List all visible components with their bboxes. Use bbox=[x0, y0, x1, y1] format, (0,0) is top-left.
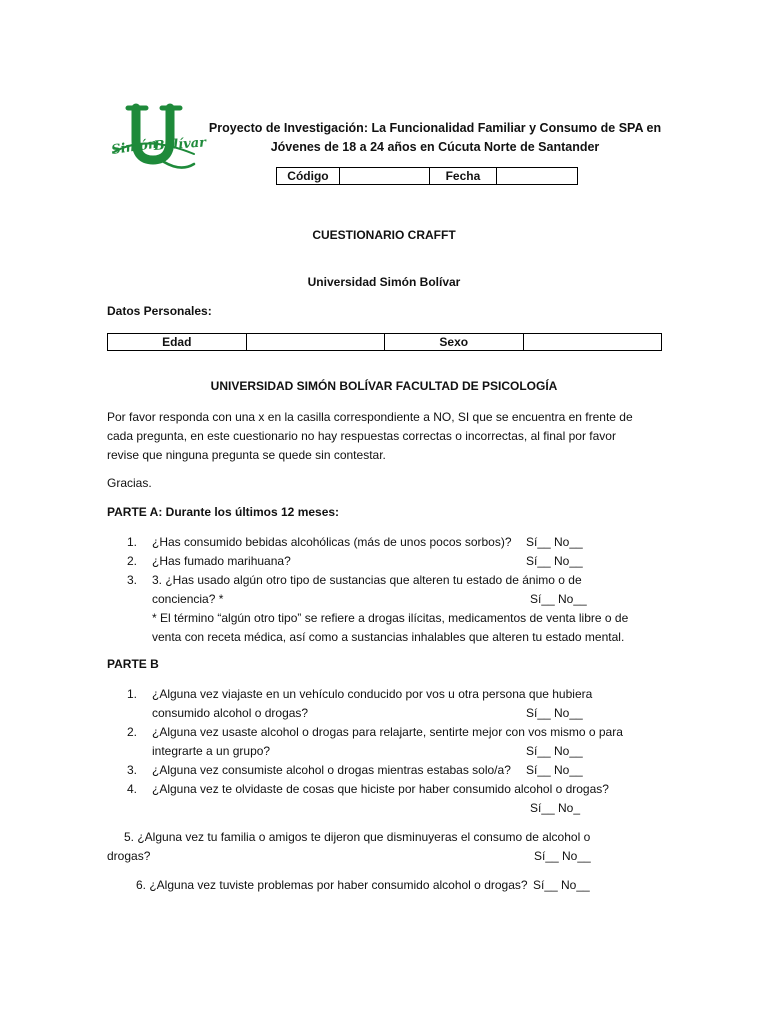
personal-data-label: Datos Personales: bbox=[107, 304, 212, 318]
question-text: conciencia? * bbox=[152, 592, 224, 606]
simon-bolivar-logo-icon bbox=[106, 104, 207, 172]
question-text: ¿Alguna vez te olvidaste de cosas que hiciste por haber consumido alcohol o drogas? bbox=[152, 782, 609, 796]
part-b-question-4-cont bbox=[107, 799, 667, 818]
part-b-question-2 bbox=[107, 723, 667, 742]
university-name: Universidad Simón Bolívar bbox=[307, 275, 461, 289]
yes-no-answer[interactable]: Sí__ No__ bbox=[526, 535, 583, 549]
question-text: consumido alcohol o drogas? bbox=[152, 706, 309, 720]
personal-data-table bbox=[107, 333, 662, 351]
project-title-line-1: Proyecto de Investigación: La Funcionalidad Familiar y Consumo de SPA en bbox=[208, 121, 662, 135]
university-logo bbox=[106, 104, 207, 172]
part-a-heading: PARTE A: Durante los últimos 12 meses: bbox=[107, 505, 340, 519]
code-label: Código bbox=[277, 168, 340, 185]
part-a-question-2 bbox=[107, 552, 667, 571]
yes-no-answer[interactable]: Sí__ No_ bbox=[530, 801, 581, 815]
thanks-text: Gracias. bbox=[107, 476, 152, 490]
yes-no-answer[interactable]: Sí__ No__ bbox=[526, 763, 583, 777]
question-text: ¿Has fumado marihuana? bbox=[152, 554, 291, 568]
instructions-line-2: cada pregunta, en este cuestionario no hay respuestas correctas o incorrectas, al final por favor bbox=[107, 429, 616, 443]
part-b-question-3 bbox=[107, 761, 667, 780]
code-date-table bbox=[276, 167, 578, 185]
question-text: drogas? bbox=[107, 849, 151, 863]
sex-field[interactable] bbox=[523, 334, 661, 351]
faculty-title: UNIVERSIDAD SIMÓN BOLÍVAR FACULTAD DE PSICOLOGÍA bbox=[210, 379, 558, 393]
part-a-question-1 bbox=[107, 533, 667, 552]
sex-label: Sexo bbox=[384, 334, 523, 351]
code-field[interactable] bbox=[339, 168, 429, 185]
age-label: Edad bbox=[108, 334, 247, 351]
question-number: 4. bbox=[127, 782, 138, 796]
part-b-question-6 bbox=[107, 876, 667, 895]
yes-no-answer[interactable]: Sí__ No__ bbox=[526, 744, 583, 758]
yes-no-answer[interactable]: Sí__ No__ bbox=[526, 706, 583, 720]
note-text: venta con receta médica, así como a sustancias inhalables que alteren tu estado mental. bbox=[152, 630, 625, 644]
question-text: ¿Alguna vez consumiste alcohol o drogas mientras estabas solo/a? bbox=[152, 763, 511, 777]
part-a-question-3 bbox=[107, 571, 667, 590]
instructions bbox=[107, 408, 667, 465]
question-number: 1. bbox=[127, 535, 138, 549]
part-a-note-2 bbox=[107, 628, 667, 647]
yes-no-answer[interactable]: Sí__ No__ bbox=[533, 878, 590, 892]
instructions-line-3: revise que ninguna pregunta se quede sin contestar. bbox=[107, 448, 386, 462]
project-title-line-2: Jóvenes de 18 a 24 años en Cúcuta Norte de Santander bbox=[270, 140, 600, 154]
part-a-note-1 bbox=[107, 609, 667, 628]
part-b-question-5 bbox=[107, 828, 667, 866]
question-text: ¿Alguna vez viajaste en un vehículo conducido por vos u otra persona que hubiera bbox=[152, 687, 593, 701]
part-b-question-4 bbox=[107, 780, 667, 799]
question-text: ¿Has consumido bebidas alcohólicas (más de unos pocos sorbos)? bbox=[152, 535, 512, 549]
svg-text:Simón: Simón bbox=[110, 136, 159, 158]
instructions-line-1: Por favor responda con una x en la casilla correspondiente a NO, SI que se encuentra en frente de bbox=[107, 410, 633, 424]
question-text: integrarte a un grupo? bbox=[152, 744, 271, 758]
part-b-heading: PARTE B bbox=[107, 657, 159, 671]
question-number: 1. bbox=[127, 687, 138, 701]
note-text: * El término “algún otro tipo” se refiere a drogas ilícitas, medicamentos de venta libre o de bbox=[152, 611, 629, 625]
yes-no-answer[interactable]: Sí__ No__ bbox=[526, 554, 583, 568]
question-text: 3. ¿Has usado algún otro tipo de sustancias que alteren tu estado de ánimo o de bbox=[152, 573, 582, 587]
question-text: 6. ¿Alguna vez tuviste problemas por haber consumido alcohol o drogas? bbox=[136, 878, 528, 892]
question-number: 2. bbox=[127, 725, 138, 739]
yes-no-answer[interactable]: Sí__ No__ bbox=[534, 849, 591, 863]
part-a-question-3-cont bbox=[107, 590, 667, 609]
date-label: Fecha bbox=[429, 168, 497, 185]
part-b-question-2-cont bbox=[107, 742, 667, 761]
question-number: 3. bbox=[127, 573, 138, 587]
date-field[interactable] bbox=[497, 168, 578, 185]
question-text: ¿Alguna vez usaste alcohol o drogas para relajarte, sentirte mejor con vos mismo o para bbox=[152, 725, 623, 739]
age-field[interactable] bbox=[246, 334, 384, 351]
part-b-question-1 bbox=[107, 685, 667, 704]
questionnaire-title: CUESTIONARIO CRAFFT bbox=[312, 228, 456, 242]
question-text: 5. ¿Alguna vez tu familia o amigos te dijeron que disminuyeras el consumo de alcohol o bbox=[124, 830, 591, 844]
yes-no-answer[interactable]: Sí__ No__ bbox=[530, 592, 587, 606]
question-number: 3. bbox=[127, 763, 138, 777]
svg-text:Bolívar: Bolívar bbox=[153, 135, 207, 154]
part-b-question-1-cont bbox=[107, 704, 667, 723]
question-number: 2. bbox=[127, 554, 138, 568]
